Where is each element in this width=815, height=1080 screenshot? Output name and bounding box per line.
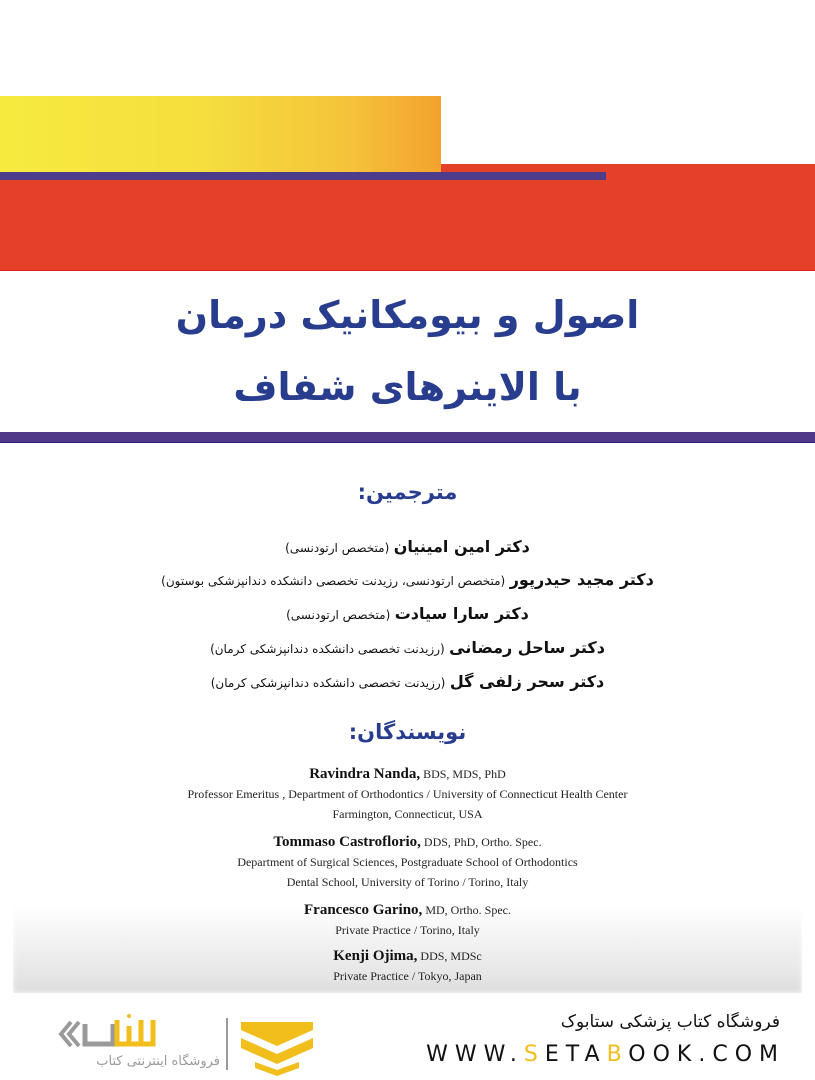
author-degrees: BDS, MDS, PhD (420, 767, 506, 781)
yellow-band (0, 96, 441, 172)
url-accent-s: S (523, 1042, 545, 1067)
purple-stripe-top (0, 172, 606, 180)
translator-role: (رزیدنت تخصصی دانشکده دندانپزشکی کرمان) (210, 676, 446, 690)
author-affiliation: Department of Surgical Sciences, Postgraduate School of Orthodontics (237, 855, 578, 869)
translator-item (0, 537, 815, 558)
translator-name: دکتر امین امینیان (393, 537, 530, 556)
author-location: Farmington, Connecticut, USA (332, 807, 483, 821)
authors-heading: نویسندگان: (348, 720, 467, 744)
url-middle: ETA (544, 1042, 607, 1067)
book-title-line2: با الاینرهای شفاف (233, 365, 582, 409)
purple-divider (0, 432, 815, 443)
translator-name: دکتر سحر زلفی گل (449, 672, 605, 691)
translator-item (0, 570, 815, 591)
author-item (0, 946, 815, 986)
author-degrees: DDS, MDSc (417, 949, 482, 963)
author-name: Francesco Garino, (304, 902, 423, 918)
translator-name: دکتر سارا سیادت (394, 604, 529, 623)
author-item (0, 764, 815, 824)
logo-subtitle: فروشگاه اینترنتی کتاب (96, 1054, 220, 1069)
url-accent-b: B (606, 1042, 629, 1067)
author-name: Ravindra Nanda, (309, 766, 421, 782)
store-name: فروشگاه کتاب پزشکی ستابوک (560, 1012, 780, 1032)
translator-role: (رزیدنت تخصصی دانشکده دندانپزشکی کرمان) (210, 642, 445, 656)
author-degrees: MD, Ortho. Spec. (422, 903, 511, 917)
author-name: Tommaso Castroflorio, (273, 834, 421, 850)
translator-item (0, 638, 815, 659)
translator-name: دکتر ساحل رمضانی (449, 638, 605, 657)
translator-role: (متخصص ارتودنسی) (285, 541, 390, 555)
author-affiliation: Private Practice / Torino, Italy (335, 923, 480, 937)
url-prefix: WWW. (426, 1042, 524, 1067)
author-name: Kenji Ojima, (333, 948, 418, 964)
translator-item (0, 672, 815, 693)
website-url[interactable] (420, 1042, 785, 1067)
translator-role: (متخصص ارتودنسی) (286, 608, 391, 622)
translators-heading: مترجمین: (357, 480, 458, 504)
author-item (0, 900, 815, 940)
author-degrees: DDS, PhD, Ortho. Spec. (420, 835, 542, 849)
translator-name: دکتر مجید حیدرپور (509, 570, 654, 589)
translator-role: (متخصص ارتودنسی، رزیدنت تخصصی دانشکده دندانپزشکی بوستون) (161, 574, 506, 588)
book-title-line1: اصول و بیومکانیک درمان (175, 293, 640, 337)
red-band (0, 164, 815, 271)
author-affiliation: Professor Emeritus , Department of Orthodontics / University of Connecticut Health Center (187, 787, 628, 801)
translator-item (0, 604, 815, 625)
author-location: Dental School, University of Torino / Torino, Italy (286, 875, 529, 889)
author-affiliation: Private Practice / Tokyo, Japan (333, 969, 482, 983)
url-suffix: OOK.COM (628, 1042, 785, 1067)
author-item (0, 832, 815, 892)
